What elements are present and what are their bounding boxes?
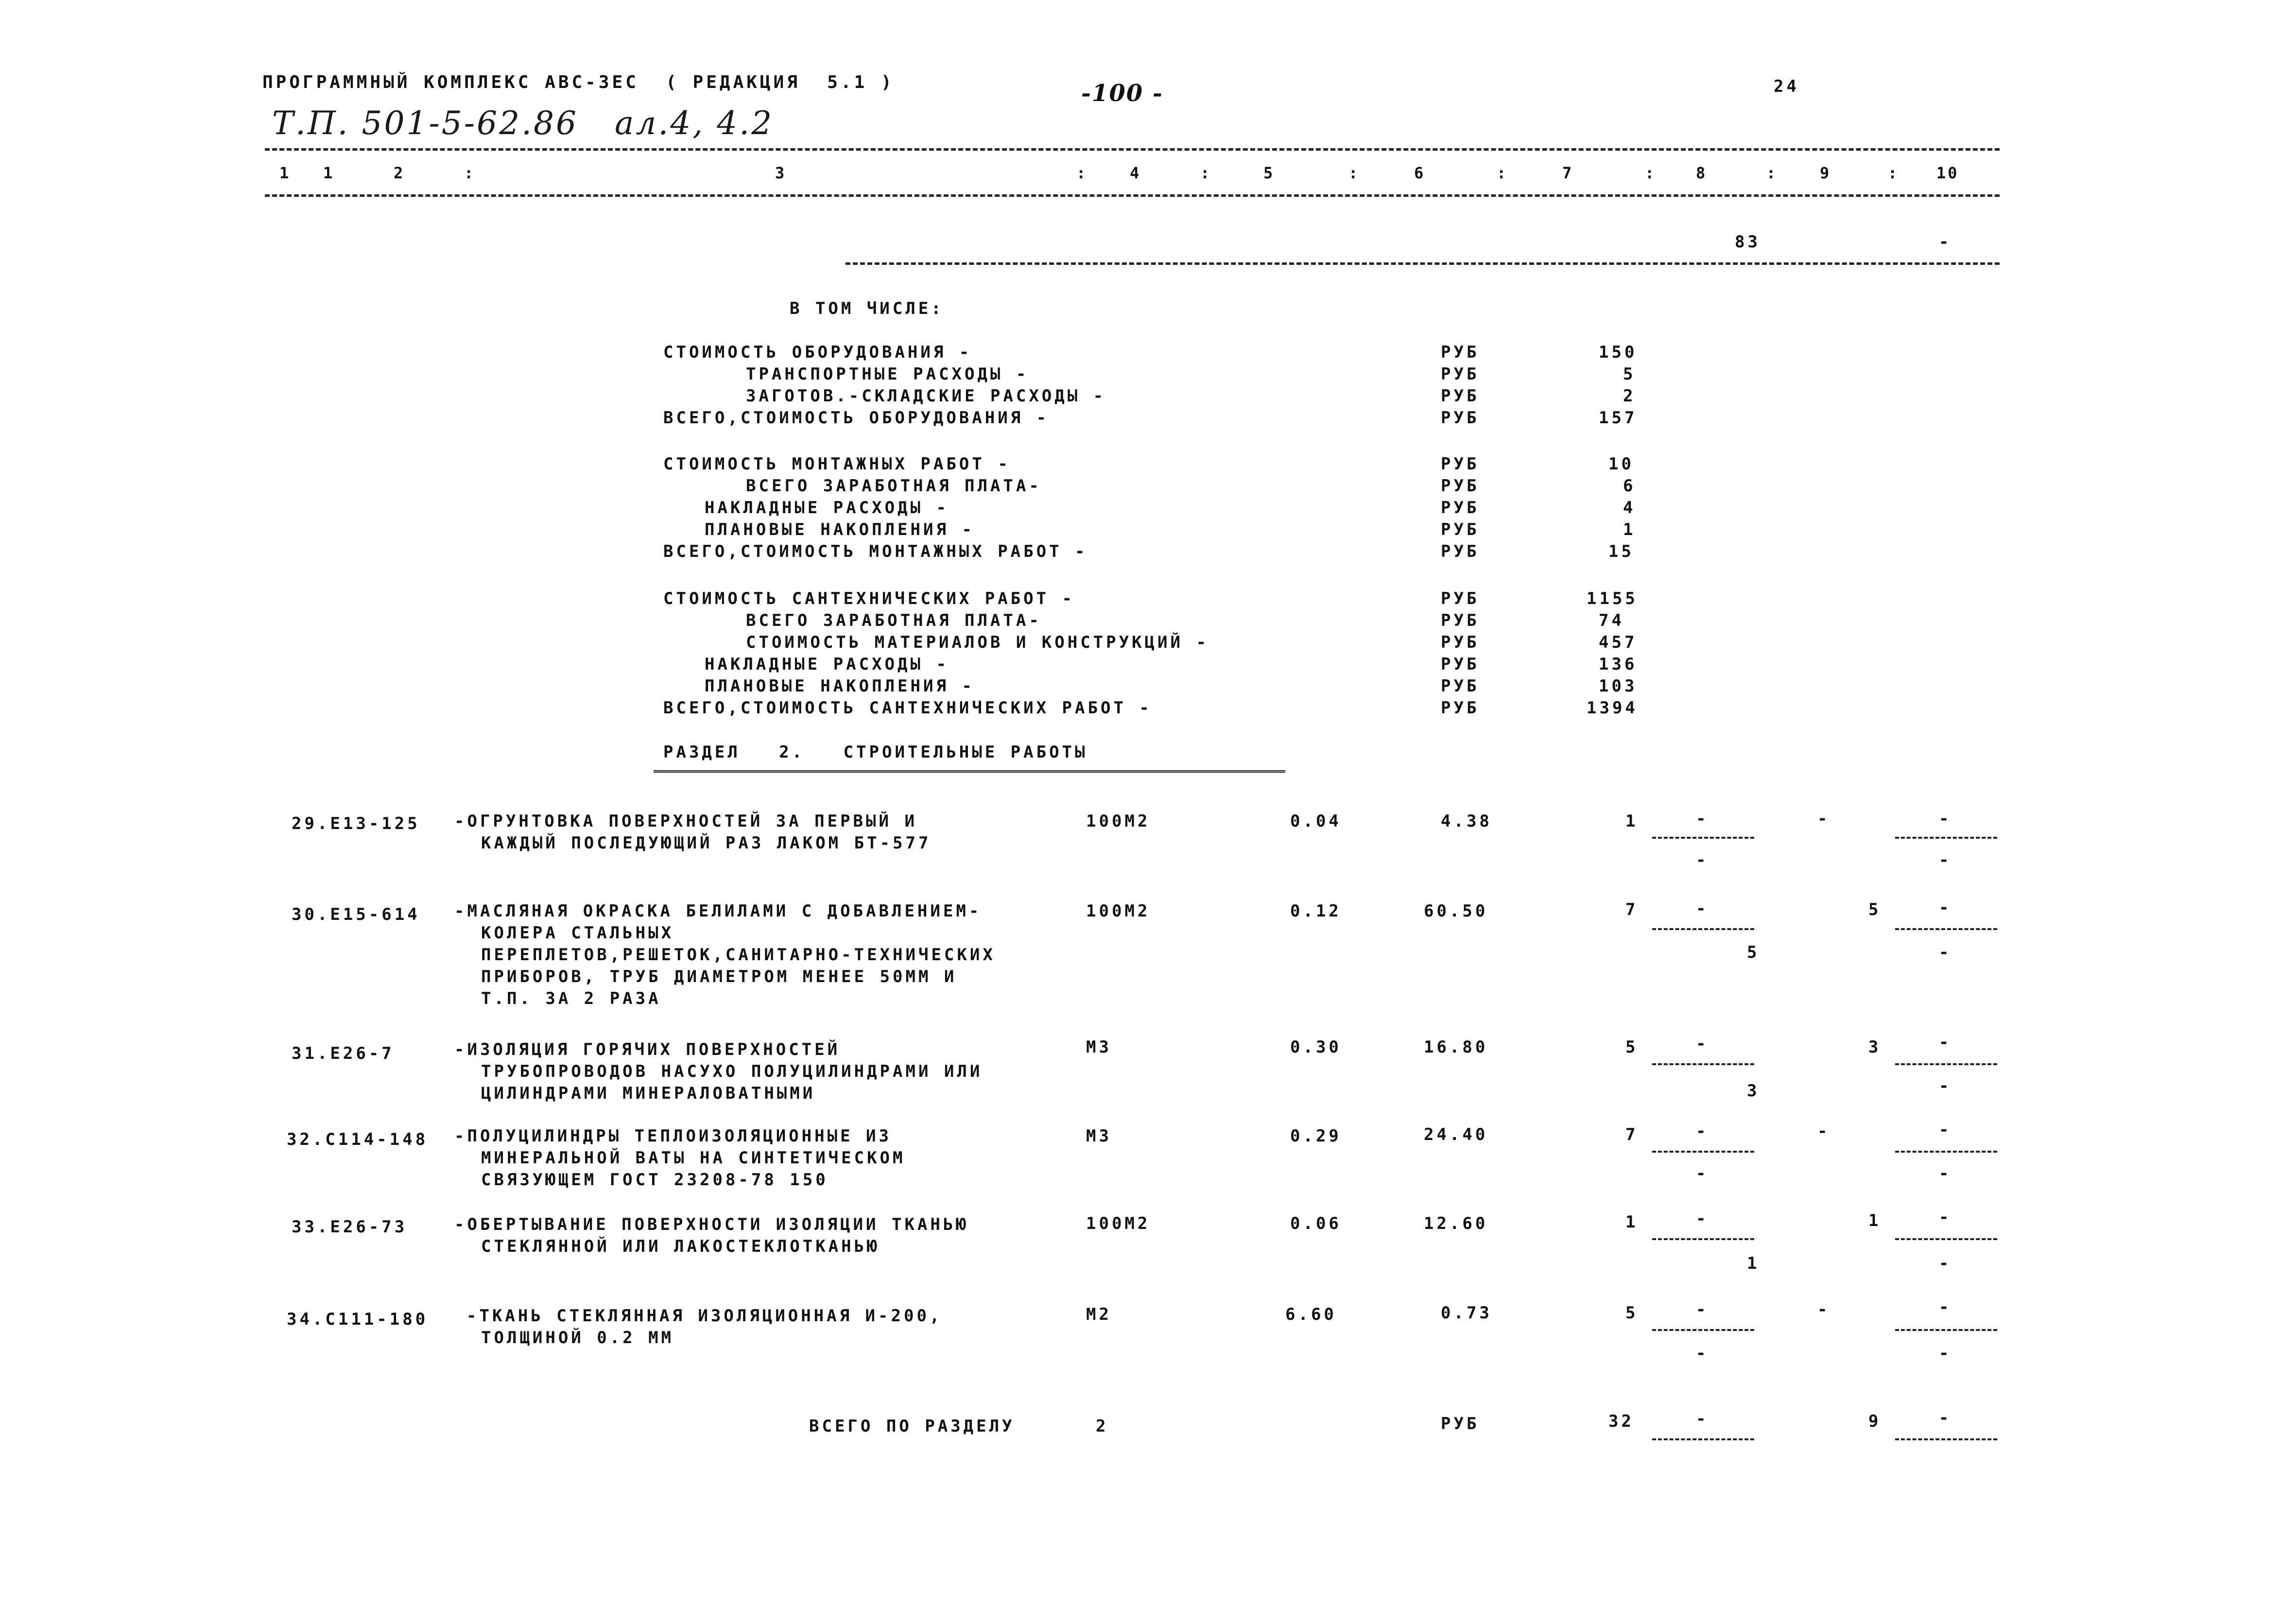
item-col7: 5 <box>1625 1037 1639 1057</box>
summary-unit: РУБ <box>1441 476 1480 496</box>
item-unit: М2 <box>1086 1305 1112 1324</box>
item-col8-top: - <box>1696 809 1709 829</box>
summary-unit: РУБ <box>1441 520 1480 539</box>
summary-label: НАКЛАДНЫЕ РАСХОДЫ - <box>705 655 949 674</box>
summary-value: 1 <box>1623 520 1636 539</box>
summary-value: 15 <box>1608 542 1634 561</box>
summary-unit: РУБ <box>1441 408 1480 428</box>
item-col10-bottom: - <box>1939 1076 1952 1096</box>
col-8: 8 <box>1696 164 1708 182</box>
item-col8-top: - <box>1696 1122 1709 1141</box>
col-sep: : <box>1645 164 1655 182</box>
item-col8-top: - <box>1696 1209 1709 1228</box>
col-sep: 1 <box>279 164 289 182</box>
summary-unit: РУБ <box>1441 655 1480 674</box>
item-col10-bottom: - <box>1939 1344 1952 1363</box>
item-col10-top: - <box>1939 1208 1952 1227</box>
summary-label: СТОИМОСТЬ ОБОРУДОВАНИЯ - <box>663 343 972 362</box>
item-col9: 5 <box>1868 900 1882 919</box>
summary-unit: РУБ <box>1441 698 1480 718</box>
item-desc-line: ЦИЛИНДРАМИ МИНЕРАЛОВАТНЫМИ <box>481 1084 816 1103</box>
col-sep: : <box>1497 164 1506 182</box>
item-col7: 5 <box>1625 1303 1639 1323</box>
item-price: 4.38 <box>1441 812 1492 831</box>
item-code: 32.С114-148 <box>287 1130 429 1149</box>
item-qty: 0.04 <box>1290 812 1342 831</box>
col-1: 1 <box>323 164 335 182</box>
item-price: 16.80 <box>1424 1037 1488 1057</box>
col10-divider <box>1895 1238 1997 1240</box>
carried-value-col10: - <box>1939 232 1952 252</box>
item-desc-line: -ПОЛУЦИЛИНДРЫ ТЕПЛОИЗОЛЯЦИОННЫЕ ИЗ <box>454 1126 892 1146</box>
summary-unit: РУБ <box>1441 386 1480 406</box>
item-col7: 1 <box>1625 1212 1639 1232</box>
col-sep: : <box>1076 164 1086 182</box>
item-desc-line: СВЯЗУЮЩЕМ ГОСТ 23208-78 150 <box>481 1170 829 1190</box>
summary-value: 2 <box>1623 386 1636 406</box>
item-price: 24.40 <box>1424 1125 1488 1144</box>
summary-value: 1155 <box>1587 589 1638 608</box>
item-col8-bottom: - <box>1696 1164 1709 1183</box>
item-desc-line: ТОЛЩИНОЙ 0.2 ММ <box>481 1328 674 1348</box>
item-desc-line: -МАСЛЯНАЯ ОКРАСКА БЕЛИЛАМИ С ДОБАВЛЕНИЕМ- <box>454 901 982 921</box>
item-col9: 1 <box>1868 1211 1882 1230</box>
item-desc-line: МИНЕРАЛЬНОЙ ВАТЫ НА СИНТЕТИЧЕСКОМ <box>481 1148 906 1168</box>
summary-label: ВСЕГО ЗАРАБОТНАЯ ПЛАТА- <box>746 476 1042 496</box>
item-col9: - <box>1817 1300 1830 1319</box>
summary-value: 74 <box>1599 611 1624 630</box>
total-unit: РУБ <box>1441 1414 1480 1434</box>
col10-divider <box>1895 1151 1997 1153</box>
summary-label: СТОИМОСТЬ МОНТАЖНЫХ РАБОТ - <box>663 454 1011 474</box>
item-col8-top: - <box>1696 899 1709 918</box>
summary-unit: РУБ <box>1441 542 1480 561</box>
item-col10-bottom: - <box>1939 850 1952 870</box>
item-code: 34.С111-180 <box>287 1310 429 1329</box>
item-col10-top: - <box>1939 898 1952 917</box>
summary-label: ВСЕГО,СТОИМОСТЬ САНТЕХНИЧЕСКИХ РАБОТ - <box>663 698 1152 718</box>
item-unit: М3 <box>1086 1037 1112 1057</box>
item-qty: 0.29 <box>1290 1126 1342 1146</box>
section-title: РАЗДЕЛ 2. СТРОИТЕЛЬНЫЕ РАБОТЫ <box>663 743 1088 762</box>
summary-label: ТРАНСПОРТНЫЕ РАСХОДЫ - <box>746 364 1029 384</box>
item-col7: 1 <box>1625 812 1639 831</box>
col-5: 5 <box>1263 164 1275 182</box>
summary-value: 103 <box>1599 676 1638 696</box>
col-sep: : <box>1888 164 1898 182</box>
handwritten-reference: Т.П. 501-5-62.86 ал.4, 4.2 <box>272 104 774 142</box>
item-desc-line: ПРИБОРОВ, ТРУБ ДИАМЕТРОМ МЕНЕЕ 50ММ И <box>481 967 957 986</box>
item-price: 12.60 <box>1424 1214 1488 1233</box>
item-desc-line: Т.П. ЗА 2 РАЗА <box>481 989 661 1008</box>
summary-value: 10 <box>1608 454 1634 474</box>
total-label: ВСЕГО ПО РАЗДЕЛУ <box>809 1417 1015 1436</box>
item-col8-top: - <box>1696 1300 1709 1319</box>
summary-label: ПЛАНОВЫЕ НАКОПЛЕНИЯ - <box>705 520 975 539</box>
summary-unit: РУБ <box>1441 633 1480 652</box>
item-col10-top: - <box>1939 1120 1952 1140</box>
col8-divider <box>1652 1438 1754 1440</box>
summary-value: 1394 <box>1587 698 1638 718</box>
page-center-number: -100 - <box>1081 80 1163 107</box>
summary-label: НАКЛАДНЫЕ РАСХОДЫ - <box>705 498 949 518</box>
col10-divider <box>1895 1063 1997 1065</box>
col-2: 2 <box>394 164 405 182</box>
summary-intro: В ТОМ ЧИСЛЕ: <box>790 299 944 318</box>
item-code: 30.Е15-614 <box>292 905 420 924</box>
item-col8-bottom: 3 <box>1747 1081 1760 1101</box>
col-7: 7 <box>1562 164 1574 182</box>
col10-divider <box>1895 1329 1997 1331</box>
section-underline <box>654 770 1285 775</box>
item-col7: 7 <box>1625 900 1639 919</box>
item-price: 0.73 <box>1441 1303 1492 1323</box>
item-price: 60.50 <box>1424 901 1488 921</box>
item-qty: 0.12 <box>1290 901 1342 921</box>
summary-value: 5 <box>1623 364 1636 384</box>
summary-unit: РУБ <box>1441 454 1480 474</box>
summary-unit: РУБ <box>1441 589 1480 608</box>
summary-unit: РУБ <box>1441 611 1480 630</box>
total-col7: 32 <box>1608 1412 1634 1431</box>
item-desc-line: -ИЗОЛЯЦИЯ ГОРЯЧИХ ПОВЕРХНОСТЕЙ <box>454 1040 841 1059</box>
summary-unit: РУБ <box>1441 498 1480 518</box>
col8-divider <box>1652 1238 1754 1240</box>
item-col8-top: - <box>1696 1034 1709 1054</box>
summary-value: 457 <box>1599 633 1638 652</box>
col8-divider <box>1652 837 1754 839</box>
col-sep: : <box>464 164 474 182</box>
total-col10: - <box>1939 1408 1952 1428</box>
item-col10-bottom: - <box>1939 943 1952 962</box>
col-sep: : <box>1766 164 1776 182</box>
item-col8-bottom: 5 <box>1747 943 1760 962</box>
item-code: 29.Е13-125 <box>292 814 420 833</box>
summary-label: СТОИМОСТЬ МАТЕРИАЛОВ И КОНСТРУКЦИЙ - <box>746 633 1209 652</box>
col-3: 3 <box>775 164 787 182</box>
col8-divider <box>1652 928 1754 930</box>
summary-label: ВСЕГО,СТОИМОСТЬ МОНТАЖНЫХ РАБОТ - <box>663 542 1088 561</box>
item-unit: 100М2 <box>1086 1214 1151 1233</box>
item-col8-bottom: 1 <box>1747 1254 1760 1273</box>
item-col10-top: - <box>1939 1297 1952 1317</box>
item-col10-bottom: - <box>1939 1254 1952 1273</box>
item-col10-top: - <box>1939 1033 1952 1052</box>
total-col8: - <box>1696 1409 1709 1429</box>
item-col7: 7 <box>1625 1125 1639 1144</box>
item-unit: 100М2 <box>1086 812 1151 831</box>
header-rule-top <box>265 148 2000 151</box>
col8-divider <box>1652 1151 1754 1153</box>
item-desc-line: -ОБЕРТЫВАНИЕ ПОВЕРХНОСТИ ИЗОЛЯЦИИ ТКАНЬЮ <box>454 1215 969 1234</box>
page-number: 24 <box>1774 77 1799 96</box>
col10-divider <box>1895 1438 1997 1440</box>
item-col9: - <box>1817 1122 1830 1141</box>
summary-label: ПЛАНОВЫЕ НАКОПЛЕНИЯ - <box>705 676 975 696</box>
total-section-number: 2 <box>1096 1417 1109 1436</box>
summary-label: ВСЕГО ЗАРАБОТНАЯ ПЛАТА- <box>746 611 1042 630</box>
col10-divider <box>1895 928 1997 930</box>
item-col9: - <box>1817 809 1830 829</box>
summary-unit: РУБ <box>1441 343 1480 362</box>
item-qty: 6.60 <box>1285 1305 1337 1324</box>
summary-value: 136 <box>1599 655 1638 674</box>
item-desc-line: КОЛЕРА СТАЛЬНЫХ <box>481 923 674 943</box>
item-code: 31.Е26-7 <box>292 1044 395 1063</box>
item-col10-top: - <box>1939 809 1952 829</box>
summary-label: ВСЕГО,СТОИМОСТЬ ОБОРУДОВАНИЯ - <box>663 408 1050 428</box>
col-6: 6 <box>1414 164 1426 182</box>
summary-value: 6 <box>1623 476 1636 496</box>
item-desc-line: ПЕРЕПЛЕТОВ,РЕШЕТОК,САНИТАРНО-ТЕХНИЧЕСКИХ <box>481 945 996 965</box>
item-qty: 0.30 <box>1290 1037 1342 1057</box>
subtotal-rule <box>846 262 2000 265</box>
item-desc-line: -ОГРУНТОВКА ПОВЕРХНОСТЕЙ ЗА ПЕРВЫЙ И <box>454 812 917 831</box>
item-col8-bottom: - <box>1696 850 1709 870</box>
col10-divider <box>1895 837 1997 839</box>
header-rule-bottom <box>265 194 2000 197</box>
col-10: 10 <box>1936 164 1959 182</box>
col-4: 4 <box>1130 164 1141 182</box>
item-desc-line: ТРУБОПРОВОДОВ НАСУХО ПОЛУЦИЛИНДРАМИ ИЛИ <box>481 1062 983 1081</box>
item-desc-line: СТЕКЛЯННОЙ ИЛИ ЛАКОСТЕКЛОТКАНЬЮ <box>481 1237 880 1256</box>
item-col9: 3 <box>1868 1037 1882 1057</box>
col8-divider <box>1652 1329 1754 1331</box>
summary-value: 157 <box>1599 408 1638 428</box>
col-9: 9 <box>1820 164 1831 182</box>
total-col9: 9 <box>1868 1412 1882 1431</box>
carried-value-col8: 83 <box>1735 232 1761 252</box>
program-header: ПРОГРАММНЫЙ КОМПЛЕКС АВС-3ЕС ( РЕДАКЦИЯ 5.1 ) <box>262 72 895 92</box>
summary-unit: РУБ <box>1441 364 1480 384</box>
summary-unit: РУБ <box>1441 676 1480 696</box>
item-unit: М3 <box>1086 1126 1112 1146</box>
summary-label: СТОИМОСТЬ САНТЕХНИЧЕСКИХ РАБОТ - <box>663 589 1075 608</box>
item-col10-bottom: - <box>1939 1164 1952 1183</box>
summary-label: ЗАГОТОВ.-СКЛАДСКИЕ РАСХОДЫ - <box>746 386 1106 406</box>
summary-value: 4 <box>1623 498 1636 518</box>
item-code: 33.Е26-73 <box>292 1217 408 1237</box>
col-sep: : <box>1348 164 1358 182</box>
col-sep: : <box>1200 164 1210 182</box>
col8-divider <box>1652 1063 1754 1065</box>
item-qty: 0.06 <box>1290 1214 1342 1233</box>
item-col8-bottom: - <box>1696 1344 1709 1363</box>
summary-value: 150 <box>1599 343 1638 362</box>
item-desc-line: -ТКАНЬ СТЕКЛЯННАЯ ИЗОЛЯЦИОННАЯ И-200, <box>466 1306 943 1326</box>
item-unit: 100М2 <box>1086 901 1151 921</box>
item-desc-line: КАЖДЫЙ ПОСЛЕДУЮЩИЙ РАЗ ЛАКОМ БТ-577 <box>481 833 932 853</box>
